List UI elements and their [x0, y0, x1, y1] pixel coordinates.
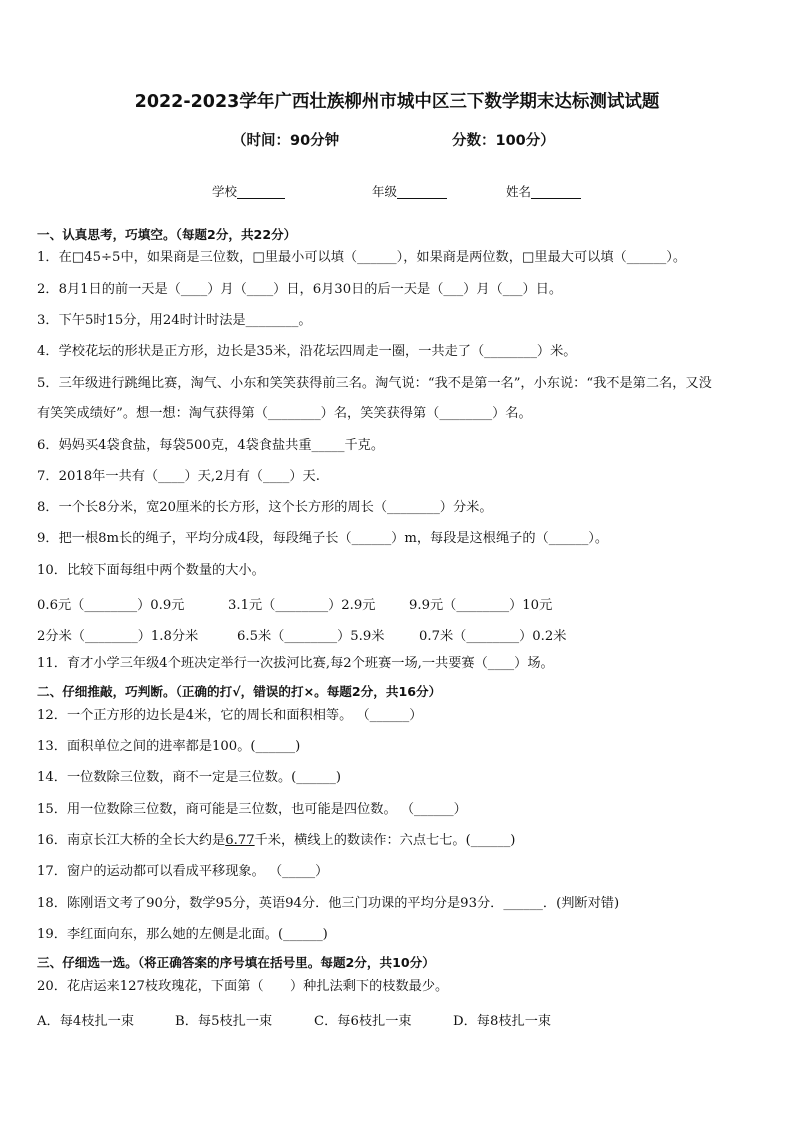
question-3: 3．下午5时15分，用24时计时法是________。	[37, 313, 312, 328]
option-b: B．每5枝扎一束	[175, 1014, 273, 1029]
question-8: 8．一个长8分米，宽20厘米的长方形，这个长方形的周长（________）分米。	[37, 500, 493, 515]
option-d: D．每8枝扎一束	[453, 1014, 552, 1029]
question-17: 17．窗户的运动都可以看成平移现象。 （_____）	[37, 864, 329, 879]
question-16-text: 16．南京长江大桥的全长大约是	[37, 833, 226, 848]
question-12: 12．一个正方形的边长是4米，它的周长和面积相等。 （______）	[37, 708, 423, 723]
compare-item: 0.7米（________）0.2米	[419, 629, 567, 644]
option-a: A．每4枝扎一束	[37, 1014, 135, 1029]
underlined-number: 6.77	[225, 833, 255, 848]
exam-title: 2022-2023学年广西壮族柳州市城中区三下数学期末达标测试试题	[134, 92, 660, 112]
compare-item: 9.9元（________）10元	[409, 598, 553, 613]
compare-item: 6.5米（________）5.9米	[237, 629, 385, 644]
compare-item: 0.6元（________）0.9元	[37, 598, 185, 613]
question-5-line-1: 5．三年级进行跳绳比赛，淘气、小东和笑笑获得前三名。淘气说：“我不是第一名”，小东说：“我不是第二名，又没	[37, 376, 712, 391]
question-20: 20．花店运来127枝玫瑰花，下面第（ ）种扎法剩下的枝数最少。	[37, 979, 449, 994]
section-3-heading: 三、仔细选一选。（将正确答案的序号填在括号里。每题2分，共10分）	[37, 955, 435, 970]
question-15: 15．用一位数除三位数，商可能是三位数，也可能是四位数。 （______）	[37, 802, 467, 817]
question-19: 19．李红面向东，那么她的左侧是北面。(______)	[37, 927, 328, 942]
name-label: 姓名	[506, 184, 532, 199]
section-2-heading: 二、仔细推敲，巧判断。（正确的打√，错误的打×。每题2分，共16分）	[37, 684, 442, 699]
question-11: 11．育才小学三年级4个班决定举行一次拔河比赛,每2个班赛一场,一共要赛（____）场。	[37, 656, 554, 671]
question-16-rest: 千米，横线上的数读作：六点七七。(______)	[254, 833, 516, 848]
school-label: 学校	[212, 184, 238, 199]
question-9: 9．把一根8m长的绳子，平均分成4段，每段绳子长（______）m，每段是这根绳子的（______）。	[37, 531, 609, 546]
question-2: 2．8月1日的前一天是（____）月（____）日，6月30日的后一天是（___）月（___）日。	[37, 282, 563, 297]
question-14: 14．一位数除三位数，商不一定是三位数。(______)	[37, 770, 342, 785]
grade-field	[372, 182, 447, 200]
question-10: 10．比较下面每组中两个数量的大小。	[37, 563, 265, 578]
question-7: 7．2018年一共有（____）天,2月有（____）天.	[37, 469, 320, 484]
grade-blank	[397, 184, 447, 199]
compare-item: 2分米（________）1.8分米	[37, 629, 199, 644]
school-blank	[237, 184, 285, 199]
score-label: 分数：100分）	[452, 133, 555, 149]
question-18: 18．陈刚语文考了90分，数学95分，英语94分．他三门功课的平均分是93分．______．(判断对错)	[37, 896, 620, 911]
school-field	[212, 182, 285, 200]
grade-label: 年级	[372, 184, 398, 199]
option-c: C．每6枝扎一束	[314, 1014, 412, 1029]
question-6: 6．妈妈买4袋食盐，每袋500克，4袋食盐共重_____千克。	[37, 438, 385, 453]
name-field	[506, 182, 581, 200]
question-13: 13．面积单位之间的进率都是100。(______)	[37, 739, 301, 754]
section-1-heading: 一、认真思考，巧填空。（每题2分，共22分）	[37, 227, 297, 242]
time-label: （时间：90分钟	[232, 133, 340, 149]
question-5-line-2: 有笑笑成绩好”。想一想：淘气获得第（________）名，笑笑获得第（________）名。	[37, 406, 532, 421]
compare-item: 3.1元（________）2.9元	[228, 598, 376, 613]
question-1: 1．在□45÷5中，如果商是三位数，□里最小可以填（______），如果商是两位数，□里最大可以填（______）。	[37, 250, 687, 265]
question-4: 4．学校花坛的形状是正方形，边长是35米，沿花坛四周走一圈，一共走了（________）米。	[37, 344, 577, 359]
name-blank	[531, 184, 581, 199]
question-16	[37, 833, 515, 849]
